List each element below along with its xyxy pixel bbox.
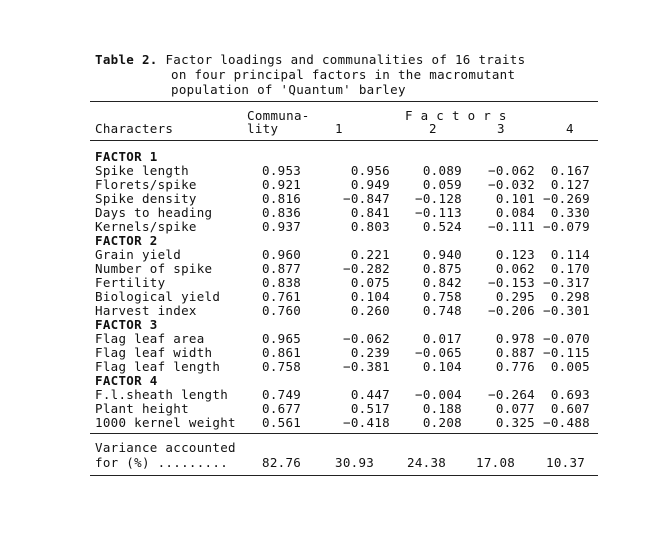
factor-1-cell: 0.956	[350, 163, 390, 178]
factor-4-cell: 0.693	[550, 387, 590, 402]
factor-3-cell: −0.111	[488, 219, 535, 234]
header-characters: Characters	[95, 121, 174, 136]
factor-4-cell: −0.269	[543, 191, 590, 206]
factor-2-cell: −0.113	[415, 205, 462, 220]
top-rule	[90, 101, 598, 102]
factor-1-cell: 0.104	[350, 289, 390, 304]
factor-4-cell: −0.488	[543, 415, 590, 430]
header-factor-1: 1	[335, 121, 343, 136]
table-row	[0, 191, 672, 205]
table-row	[0, 359, 672, 373]
table-row	[0, 219, 672, 233]
factor-4-cell: 0.005	[550, 359, 590, 374]
variance-rule	[90, 433, 598, 434]
header-factor-3: 3	[497, 121, 505, 136]
factor-4-cell: −0.070	[543, 331, 590, 346]
factor-4-cell: −0.115	[543, 345, 590, 360]
factor-3-cell: 0.776	[495, 359, 535, 374]
table-row	[0, 163, 672, 177]
variance-communality: 82.76	[262, 455, 302, 470]
communality-cell: 0.677	[262, 401, 302, 416]
variance-factor-2: 24.38	[407, 455, 447, 470]
header-factor-2: 2	[429, 121, 437, 136]
group-heading: FACTOR 4	[95, 373, 158, 388]
table-row	[0, 261, 672, 275]
factor-4-cell: 0.298	[550, 289, 590, 304]
factor-1-cell: 0.517	[350, 401, 390, 416]
factor-3-cell: −0.062	[488, 163, 535, 178]
factor-1-cell: 0.803	[350, 219, 390, 234]
factor-1-cell: 0.075	[350, 275, 390, 290]
factor-3-cell: 0.295	[495, 289, 535, 304]
table-row	[0, 247, 672, 261]
trait-name-cell: Florets/spike	[95, 177, 197, 192]
factor-2-cell: −0.004	[415, 387, 462, 402]
table-row	[0, 205, 672, 219]
variance-label-1: Variance accounted	[95, 440, 236, 455]
factor-3-cell: −0.206	[488, 303, 535, 318]
factor-1-cell: 0.239	[350, 345, 390, 360]
trait-name-cell: Kernels/spike	[95, 219, 197, 234]
trait-name-cell: Days to heading	[95, 205, 213, 220]
factor-3-cell: 0.077	[495, 401, 535, 416]
communality-cell: 0.953	[262, 163, 302, 178]
factor-3-cell: −0.153	[488, 275, 535, 290]
communality-cell: 0.838	[262, 275, 302, 290]
table-caption	[95, 52, 525, 97]
trait-name-cell: Grain yield	[95, 247, 182, 262]
factor-1-cell: 0.447	[350, 387, 390, 402]
factor-4-cell: 0.607	[550, 401, 590, 416]
trait-name-cell: F.l.sheath length	[95, 387, 229, 402]
factor-3-cell: −0.032	[488, 177, 535, 192]
bottom-rule	[90, 475, 598, 476]
trait-name-cell: Plant height	[95, 401, 189, 416]
trait-name-cell: Harvest index	[95, 303, 197, 318]
factor-1-cell: −0.418	[343, 415, 390, 430]
variance-factor-4: 10.37	[546, 455, 586, 470]
trait-name-cell: Flag leaf length	[95, 359, 221, 374]
factor-1-cell: 0.949	[350, 177, 390, 192]
communality-cell: 0.877	[262, 261, 302, 276]
factor-4-cell: −0.301	[543, 303, 590, 318]
variance-factor-3: 17.08	[476, 455, 516, 470]
table-row	[0, 177, 672, 191]
factor-2-cell: −0.128	[415, 191, 462, 206]
table-row	[0, 415, 672, 429]
trait-name-cell: Spike length	[95, 163, 189, 178]
factor-1-cell: 0.260	[350, 303, 390, 318]
table-row	[0, 289, 672, 303]
caption-line-3: population of 'Quantum' barley	[171, 82, 406, 97]
communality-cell: 0.816	[262, 191, 302, 206]
header-factors: F a c t o r s	[405, 108, 507, 123]
communality-cell: 0.937	[262, 219, 302, 234]
header-communality-1: Communa-	[247, 108, 310, 123]
trait-name-cell: Fertility	[95, 275, 166, 290]
variance-label-2: for (%) .........	[95, 455, 229, 470]
factor-2-cell: 0.758	[422, 289, 462, 304]
communality-cell: 0.749	[262, 387, 302, 402]
factor-2-cell: 0.059	[422, 177, 462, 192]
header-communality-2: lity	[247, 121, 279, 136]
communality-cell: 0.761	[262, 289, 302, 304]
factor-2-cell: 0.524	[422, 219, 462, 234]
table-row	[0, 303, 672, 317]
communality-cell: 0.760	[262, 303, 302, 318]
table-row	[0, 401, 672, 415]
caption-line-2: on four principal factors in the macromutant	[171, 67, 516, 82]
caption-line-1: Factor loadings and communalities of 16 traits	[165, 52, 526, 67]
header-rule	[90, 140, 598, 141]
factor-3-cell: 0.062	[495, 261, 535, 276]
table-row	[0, 345, 672, 359]
group-heading-row	[0, 149, 672, 163]
factor-3-cell: −0.264	[488, 387, 535, 402]
factor-3-cell: 0.978	[495, 331, 535, 346]
table-row	[0, 275, 672, 289]
factor-2-cell: 0.208	[422, 415, 462, 430]
group-heading: FACTOR 3	[95, 317, 158, 332]
factor-2-cell: 0.188	[422, 401, 462, 416]
factor-2-cell: 0.748	[422, 303, 462, 318]
variance-factor-1: 30.93	[335, 455, 375, 470]
factor-2-cell: 0.017	[422, 331, 462, 346]
factor-2-cell: −0.065	[415, 345, 462, 360]
trait-name-cell: Biological yield	[95, 289, 221, 304]
factor-1-cell: −0.282	[343, 261, 390, 276]
communality-cell: 0.861	[262, 345, 302, 360]
group-heading-row	[0, 317, 672, 331]
factor-3-cell: 0.101	[495, 191, 535, 206]
table-row	[0, 387, 672, 401]
factor-3-cell: 0.887	[495, 345, 535, 360]
factor-2-cell: 0.875	[422, 261, 462, 276]
factor-3-cell: 0.084	[495, 205, 535, 220]
factor-2-cell: 0.104	[422, 359, 462, 374]
factor-1-cell: −0.062	[343, 331, 390, 346]
factor-4-cell: 0.167	[550, 163, 590, 178]
trait-name-cell: Flag leaf area	[95, 331, 205, 346]
factor-1-cell: 0.841	[350, 205, 390, 220]
trait-name-cell: Number of spike	[95, 261, 213, 276]
factor-1-cell: 0.221	[350, 247, 390, 262]
group-heading: FACTOR 2	[95, 233, 158, 248]
group-heading-row	[0, 233, 672, 247]
table-row	[0, 331, 672, 345]
communality-cell: 0.836	[262, 205, 302, 220]
factor-2-cell: 0.940	[422, 247, 462, 262]
trait-name-cell: Flag leaf width	[95, 345, 213, 360]
factor-1-cell: −0.381	[343, 359, 390, 374]
header-factor-4: 4	[566, 121, 574, 136]
factor-4-cell: 0.170	[550, 261, 590, 276]
factor-2-cell: 0.089	[422, 163, 462, 178]
trait-name-cell: 1000 kernel weight	[95, 415, 236, 430]
communality-cell: 0.561	[262, 415, 302, 430]
factor-2-cell: 0.842	[422, 275, 462, 290]
factor-3-cell: 0.123	[495, 247, 535, 262]
communality-cell: 0.960	[262, 247, 302, 262]
group-heading-row	[0, 373, 672, 387]
factor-4-cell: 0.330	[550, 205, 590, 220]
factor-4-cell: −0.079	[543, 219, 590, 234]
communality-cell: 0.921	[262, 177, 302, 192]
factor-4-cell: −0.317	[543, 275, 590, 290]
table-label: Table 2.	[95, 52, 158, 67]
factor-1-cell: −0.847	[343, 191, 390, 206]
trait-name-cell: Spike density	[95, 191, 197, 206]
communality-cell: 0.965	[262, 331, 302, 346]
group-heading: FACTOR 1	[95, 149, 158, 164]
factor-4-cell: 0.114	[550, 247, 590, 262]
factor-3-cell: 0.325	[495, 415, 535, 430]
communality-cell: 0.758	[262, 359, 302, 374]
factor-4-cell: 0.127	[550, 177, 590, 192]
